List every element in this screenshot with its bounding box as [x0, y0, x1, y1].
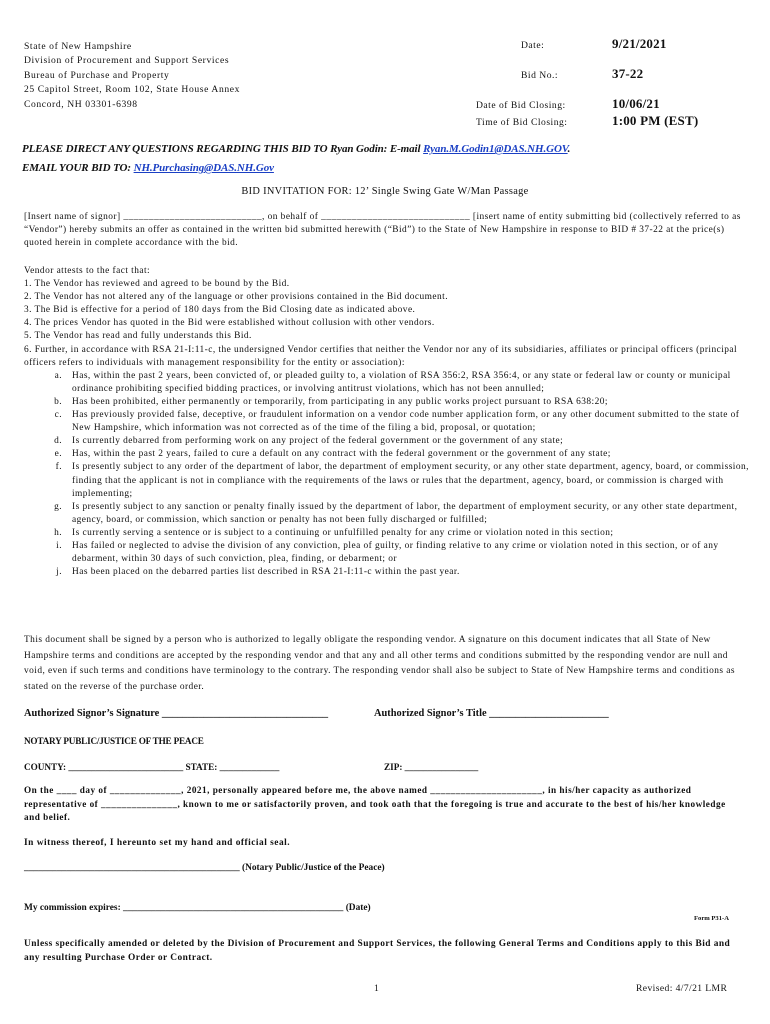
- notary-heading: NOTARY PUBLIC/JUSTICE OF THE PEACE: [24, 736, 204, 746]
- questions-text: PLEASE DIRECT ANY QUESTIONS REGARDING THIS BID TO Ryan Godin: E-mail: [22, 143, 424, 155]
- sub-item-text: Has been prohibited, either permanently or temporarily, from participating in any public works project pursuant to RSA 638:20;: [72, 396, 608, 407]
- list-item: 5. The Vendor has read and fully understands this Bid.: [24, 331, 252, 342]
- sub-item-text: Has, within the past 2 years, been convicted of, or pleaded guilty to, a violation of RSA 356:2, RSA 356:4, or any state or federal law or county or municipal ordinance prohibiting specified bidding practices, or involving antitrust violations, which has not been annulled;: [72, 370, 731, 394]
- sub-item-text: Is currently serving a sentence or is subject to a continuing or unfulfilled penalty for any crime or violation noted in this section;: [72, 527, 614, 538]
- sub-item-text: Has failed or neglected to advise the division of any conviction, plea of guilty, or finding relative to any crime or violation noted in this section, or of any debarment, within 30 days of such conviction, plea, finding, or debarment; or: [72, 540, 719, 565]
- bid-no-value: 37-22: [612, 66, 644, 81]
- bid-title: BID INVITATION FOR: 12’ Single Swing Gate W/Man Passage: [241, 186, 529, 197]
- sub-item: [24, 435, 749, 448]
- closing-time-value: 1:00 PM (EST): [612, 113, 699, 128]
- notary-signature-field[interactable]: ______________________________________________ (Notary Public/Justice of the Peace): [24, 863, 385, 873]
- contact-block: [22, 140, 752, 178]
- sub-item-key: g.: [54, 501, 62, 512]
- attestation-list: [24, 278, 749, 370]
- county-state-field[interactable]: COUNTY: _________________________ STATE: _____________: [24, 762, 280, 772]
- form-id: Form P31-A: [694, 915, 729, 922]
- sub-item-text: Has previously provided false, deceptive, or fraudulent information on a vendor code number application form, or any other document submitted to the state of New Hampshire, which information was not corrected as of the time of the filing a bid, proposal, or quotation;: [72, 410, 740, 434]
- date-label: Date:: [521, 40, 545, 51]
- sub-item: [24, 409, 749, 435]
- signor-signature-field[interactable]: Authorized Signor’s Signature ________________________________: [24, 708, 329, 719]
- notary-appearance-text: On the ____ day of ______________, 2021, personally appeared before me, the above named ______________________, in his/her capacity as authorized representative of _______________, known to me or satisfactorily proven, and took oath that the foregoing is true and accurate to the best of his/her knowledge and belief.: [24, 785, 726, 822]
- questions-end: .: [567, 143, 571, 155]
- sub-item-key: j.: [56, 567, 62, 578]
- sub-item-key: i.: [56, 540, 62, 551]
- sub-item-text: Is presently subject to any order of the department of labor, the department of employment security, or any other state department, agency, board, or commission, finding that the applicant is not in compliance with the requirements of the laws or rules that the department, agency, board, or commission is charged with implementing;: [72, 462, 749, 499]
- sub-item: [24, 396, 749, 409]
- list-item: 2. The Vendor has not altered any of the language or other provisions contained in the Bid document.: [24, 292, 448, 303]
- email-text: EMAIL YOUR BID TO:: [22, 162, 134, 174]
- sub-item-key: h.: [54, 527, 62, 538]
- intro-paragraph: [24, 211, 744, 250]
- sub-item-key: d.: [54, 436, 62, 447]
- sub-item-text: Has been placed on the debarred parties list described in RSA 21-I:11-c within the past year.: [72, 567, 460, 578]
- sub-item-text: Has, within the past 2 years, failed to cure a default on any contract with the federal government or the government of any state;: [72, 449, 611, 460]
- sub-item-text: Is currently debarred from performing work on any project of the federal government or the government of any state;: [72, 436, 564, 447]
- signor-title-field[interactable]: Authorized Signor’s Title _______________________: [374, 708, 609, 719]
- general-terms-notice: [24, 937, 744, 965]
- list-item: 3. The Bid is effective for a period of 180 days from the Bid Closing date as indicated above.: [24, 305, 416, 316]
- closing-date-value: 10/06/21: [612, 96, 660, 111]
- sub-item: [24, 448, 749, 461]
- commission-expiry-field[interactable]: My commission expires: _______________________________________________ (Date): [24, 903, 371, 913]
- sub-item-key: f.: [55, 462, 62, 473]
- zip-field[interactable]: ZIP: ________________: [384, 762, 479, 772]
- notary-appearance: [24, 784, 744, 825]
- list-item: 1. The Vendor has reviewed and agreed to be bound by the Bid.: [24, 279, 290, 290]
- agency-city: Concord, NH 03301-6398: [24, 99, 138, 110]
- agency-name: State of New Hampshire: [24, 41, 132, 52]
- revision-note: Revised: 4/7/21 LMR: [636, 983, 728, 994]
- closing-time-label: Time of Bid Closing:: [476, 117, 568, 128]
- email-line: [22, 159, 752, 178]
- sub-item: [24, 540, 749, 566]
- intro-text: [Insert name of signor] ___________________________, on behalf of _____________________________ [insert name of entity submitting bid (collectively referred to as “Vendor”) hereby submits an offer as contained in the written bid submitted herewith (“Bid”) to the State of New Hampshire in response to BID # 37-22 at the price(s) quoted herein in complete accordance with the bid.: [24, 212, 741, 249]
- sub-item: [24, 527, 749, 540]
- sub-item: [24, 501, 749, 527]
- list-item: 6. Further, in accordance with RSA 21-I:11-c, the undersigned Vendor certifies that neither the Vendor nor any of its subsidiaries, affiliates or principal officers (principal officers refers to individuals with management responsibility for the entity or association):: [24, 344, 738, 368]
- sub-item-key: b.: [54, 396, 62, 407]
- sub-item-key: c.: [54, 410, 62, 421]
- agency-bureau: Bureau of Purchase and Property: [24, 70, 170, 81]
- attestation-heading: Vendor attests to the fact that:: [24, 266, 151, 276]
- general-terms-text: Unless specifically amended or deleted by the Division of Procurement and Support Services, the following General Terms and Conditions apply to this Bid and any resulting Purchase Order or Contract.: [24, 939, 731, 963]
- date-value: 9/21/2021: [612, 36, 667, 51]
- signature-paragraph-text: This document shall be signed by a person who is authorized to legally obligate the responding vendor. A signature on this document indicates that all State of New Hampshire terms and conditions are accepted by the responding vendor and that any and all other terms and conditions submitted by the responding vendor are null and void, even if such terms and conditions have terminology to the contrary. The responding vendor shall also be subject to State of New Hampshire terms and conditions as stated on the reverse of the purchase order.: [24, 635, 735, 692]
- questions-line: [22, 140, 752, 159]
- sub-item-key: a.: [54, 370, 62, 381]
- bid-no-label: Bid No.:: [521, 70, 559, 81]
- sub-item: [24, 370, 749, 396]
- attestation-section: [24, 265, 749, 579]
- signature-paragraph: [24, 633, 744, 695]
- sub-item-text: Is presently subject to any sanction or penalty finally issued by the department of labor, the department of employment security, or any other state department, agency, board, or commission, which sanction or penalty has not been fully discharged or fulfilled;: [72, 501, 738, 525]
- agency-division: Division of Procurement and Support Services: [24, 55, 230, 66]
- agency-street: 25 Capitol Street, Room 102, State House Annex: [24, 84, 240, 95]
- sub-item-key: e.: [54, 449, 62, 460]
- witness-statement: In witness thereof, I hereunto set my hand and official seal.: [24, 838, 291, 848]
- page-number: 1: [374, 983, 379, 994]
- list-item: 4. The prices Vendor has quoted in the Bid were established without collusion with other vendors.: [24, 318, 435, 329]
- certification-sublist: [24, 370, 749, 580]
- questions-email-link[interactable]: Ryan.M.Godin1@DAS.NH.GOV: [423, 143, 568, 155]
- sub-item: [24, 566, 749, 579]
- closing-date-label: Date of Bid Closing:: [476, 100, 566, 111]
- sub-item: [24, 461, 749, 500]
- submission-email-link[interactable]: NH.Purchasing@DAS.NH.Gov: [133, 162, 274, 174]
